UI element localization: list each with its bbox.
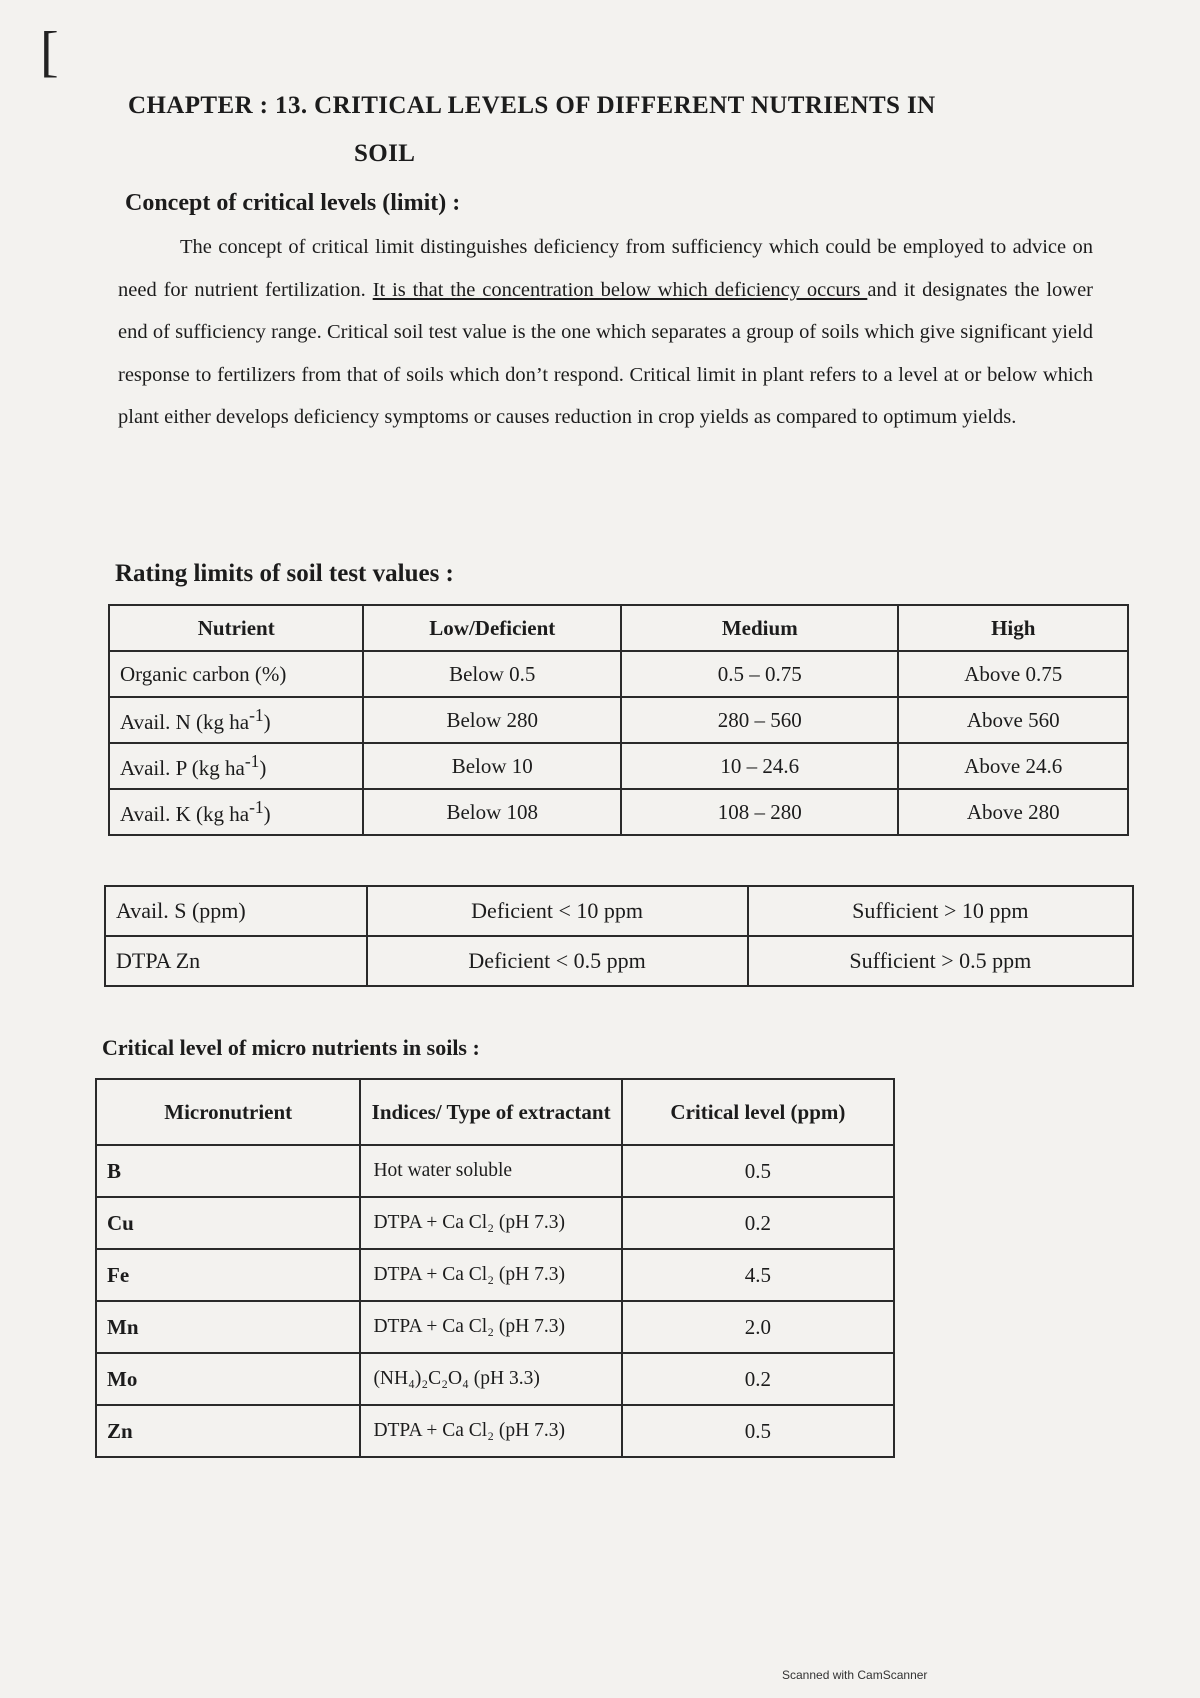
micro-cell-element: B (96, 1145, 360, 1197)
nutrient-name: Avail. P (kg ha (120, 756, 245, 780)
rating-cell-low: Below 108 (363, 789, 621, 835)
table-row (109, 651, 1128, 697)
rating-table (108, 604, 1129, 836)
micro-cell-extractant: Hot water soluble (360, 1145, 621, 1197)
rating-cell-low: Below 0.5 (363, 651, 621, 697)
sz-cell-nutrient: Avail. S (ppm) (105, 886, 367, 936)
micro-cell-extractant: DTPA + Ca Cl₂ (pH 7.3) (360, 1197, 621, 1249)
concept-paragraph (118, 226, 1093, 439)
rating-header-high: High (898, 605, 1128, 651)
rating-cell-nutrient (109, 789, 363, 835)
sz-cell-sufficient: Sufficient > 10 ppm (748, 886, 1133, 936)
micro-cell-extractant: (NH₄)₂C₂O₄ (pH 3.3) (360, 1353, 621, 1405)
micro-cell-level: 2.0 (622, 1301, 894, 1353)
chapter-title-line2: SOIL (354, 140, 416, 167)
nutrient-unit-exponent: -1 (249, 705, 264, 725)
rating-heading: Rating limits of soil test values : (115, 560, 454, 587)
rating-cell-high: Above 280 (898, 789, 1128, 835)
rating-cell-medium: 0.5 – 0.75 (621, 651, 898, 697)
table-row (96, 1405, 894, 1457)
micronutrient-table (95, 1078, 895, 1458)
concept-para-part1: The concept of critical limit distinguishes deficiency from sufficiency which could be employed to advice on need for nutrient fertilization. (118, 236, 1093, 301)
rating-cell-nutrient (109, 651, 363, 697)
table-row (109, 789, 1128, 835)
micro-cell-element: Cu (96, 1197, 360, 1249)
micro-cell-extractant: DTPA + Ca Cl₂ (pH 7.3) (360, 1249, 621, 1301)
rating-cell-low: Below 280 (363, 697, 621, 743)
micro-cell-level: 4.5 (622, 1249, 894, 1301)
nutrient-unit-exponent: -1 (244, 751, 260, 771)
table-row (96, 1301, 894, 1353)
table-row (105, 886, 1133, 936)
micro-header-row (96, 1079, 894, 1145)
nutrient-name: Organic carbon (%) (120, 661, 287, 686)
sz-cell-nutrient: DTPA Zn (105, 936, 367, 986)
micro-heading: Critical level of micro nutrients in soils : (102, 1035, 480, 1060)
chapter-title-line1: CHAPTER : 13. CRITICAL LEVELS OF DIFFERENT NUTRIENTS IN (128, 92, 936, 119)
table-row (96, 1249, 894, 1301)
bracket-mark: [ (40, 21, 59, 83)
rating-header-row (109, 605, 1128, 651)
micro-cell-level: 0.2 (622, 1197, 894, 1249)
rating-header-medium: Medium (621, 605, 898, 651)
rating-cell-high: Above 24.6 (898, 743, 1128, 789)
micro-header-micronutrient: Micronutrient (96, 1079, 360, 1145)
micro-cell-element: Zn (96, 1405, 360, 1457)
sulfur-zinc-table (104, 885, 1134, 987)
table-row (96, 1197, 894, 1249)
micro-cell-element: Fe (96, 1249, 360, 1301)
micro-cell-level: 0.2 (622, 1353, 894, 1405)
table-row (96, 1353, 894, 1405)
micro-cell-level: 0.5 (622, 1145, 894, 1197)
micro-cell-element: Mo (96, 1353, 360, 1405)
micro-cell-extractant: DTPA + Ca Cl₂ (pH 7.3) (360, 1405, 621, 1457)
table-row (96, 1145, 894, 1197)
table-row (109, 743, 1128, 789)
micro-cell-level: 0.5 (622, 1405, 894, 1457)
concept-para-underlined: It is that the concentration below which deficiency occurs (372, 278, 868, 301)
rating-header-nutrient: Nutrient (109, 605, 363, 651)
rating-header-low: Low/Deficient (363, 605, 621, 651)
concept-heading: Concept of critical levels (limit) : (125, 190, 461, 216)
rating-cell-nutrient (109, 697, 363, 743)
rating-cell-medium: 108 – 280 (621, 789, 898, 835)
nutrient-name: Avail. K (kg ha (120, 802, 250, 826)
nutrient-name: Avail. N (kg ha (120, 710, 250, 734)
rating-cell-nutrient (109, 743, 363, 789)
nutrient-unit-close: ) (263, 710, 271, 734)
sz-cell-deficient: Deficient < 10 ppm (367, 886, 748, 936)
nutrient-unit-close: ) (259, 756, 267, 780)
rating-cell-high: Above 560 (898, 697, 1128, 743)
nutrient-unit-exponent: -1 (249, 797, 264, 817)
rating-cell-high: Above 0.75 (898, 651, 1128, 697)
table-row (105, 936, 1133, 986)
rating-cell-low: Below 10 (363, 743, 621, 789)
concept-para-part2: and it designates the lower end of sufficiency range. Critical soil test value is the one which separates a group of soils which give significant yield response to fertilizers from that of soils which don’t respond. Critical limit in plant refers to a level at or below which plant either develops deficiency symptoms or causes reduction in crop yields as compared to optimum yields. (118, 278, 1093, 428)
rating-cell-medium: 280 – 560 (621, 697, 898, 743)
scanner-watermark: Scanned with CamScanner (782, 1668, 928, 1682)
rating-cell-medium: 10 – 24.6 (621, 743, 898, 789)
micro-header-extractant: Indices/ Type of extractant (360, 1079, 621, 1145)
sz-cell-sufficient: Sufficient > 0.5 ppm (748, 936, 1133, 986)
nutrient-unit-close: ) (263, 802, 271, 826)
micro-cell-element: Mn (96, 1301, 360, 1353)
micro-header-critical-level: Critical level (ppm) (622, 1079, 894, 1145)
sz-cell-deficient: Deficient < 0.5 ppm (367, 936, 748, 986)
chapter-title (128, 82, 1108, 178)
micro-cell-extractant: DTPA + Ca Cl₂ (pH 7.3) (360, 1301, 621, 1353)
table-row (109, 697, 1128, 743)
